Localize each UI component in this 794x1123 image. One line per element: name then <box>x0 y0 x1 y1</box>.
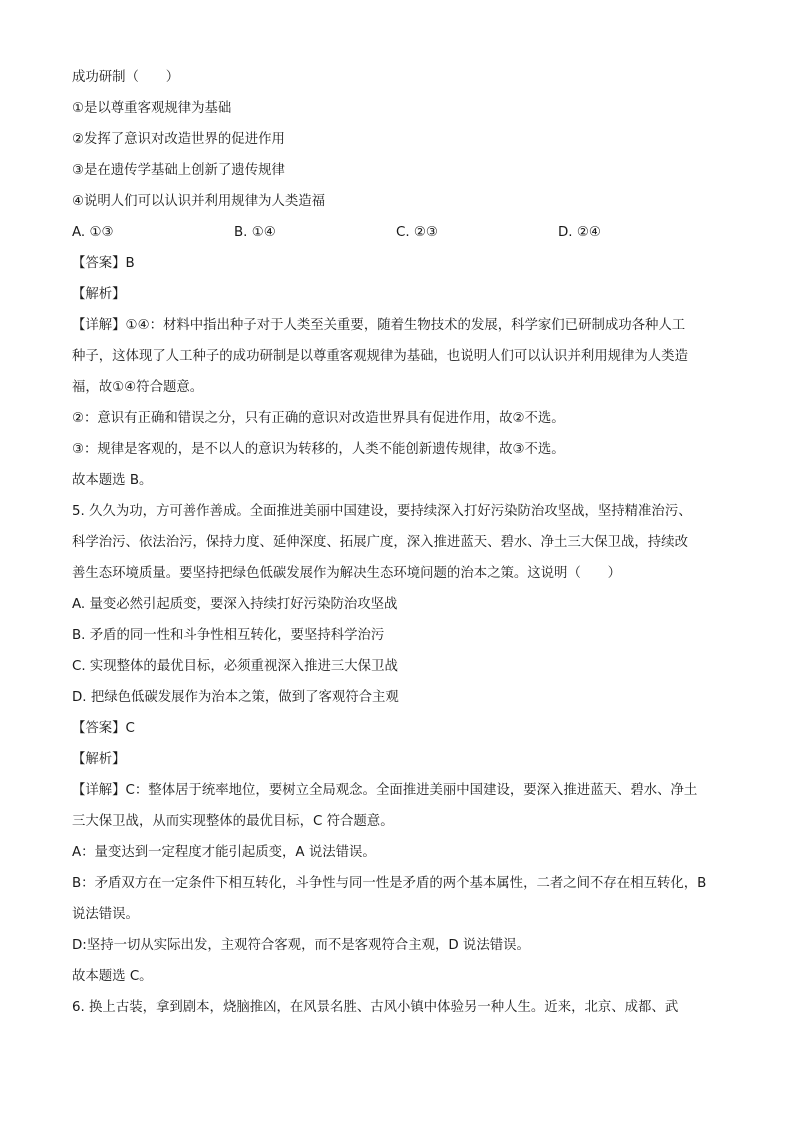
q4-detail-line-5: ③：规律是客观的，是不以人的意识为转移的，人类不能创新遗传规律，故③不选。 <box>72 442 565 457</box>
q4-option-b: B. ①④ <box>234 225 276 240</box>
q4-item-4: ④说明人们可以认识并利用规律为人类造福 <box>72 194 326 209</box>
q5-detail-line-4: B：矛盾双方在一定条件下相互转化，斗争性与同一性是矛盾的两个基本属性，二者之间不存在相互转化，B <box>72 876 707 891</box>
q4-options <box>72 217 737 248</box>
q5-stem-line-2: 科学治污、依法治污，保持力度、延伸深度、拓展广度，深入推进蓝天、碧水、净土三大保卫战，持续改 <box>72 535 688 550</box>
q5-option-d: D. 把绿色低碳发展作为治本之策，做到了客观符合主观 <box>72 690 399 705</box>
q4-detail-line-4: ②：意识有正确和错误之分，只有正确的意识对改造世界具有促进作用，故②不选。 <box>72 411 565 426</box>
q5-stem-line-1: 5. 久久为功，方可善作善成。全面推进美丽中国建设，要持续深入打好污染防治攻坚战，坚持精准治污、 <box>72 504 692 519</box>
q5-detail-line-6: D:坚持一切从实际出发，主观符合客观，而不是客观符合主观，D 说法错误。 <box>72 938 530 953</box>
q4-detail-line-6: 故本题选 B。 <box>72 473 153 488</box>
q5-detail-line-2: 三大保卫战，从而实现整体的最优目标，C 符合题意。 <box>72 814 394 829</box>
q4-answer: 【答案】B <box>72 256 135 271</box>
q4-option-c: C. ②③ <box>396 225 438 240</box>
q4-item-3: ③是在遗传学基础上创新了遗传规律 <box>72 163 285 178</box>
q5-detail-line-1: 【详解】C：整体居于统率地位，要树立全局观念。全面推进美丽中国建设，要深入推进蓝天、碧水、净土 <box>72 783 698 798</box>
q4-option-a: A. ①③ <box>72 225 114 240</box>
q5-analysis-label: 【解析】 <box>72 752 126 767</box>
q5-option-b: B. 矛盾的同一性和斗争性相互转化，要坚持科学治污 <box>72 628 385 643</box>
q4-item-2: ②发挥了意识对改造世界的促进作用 <box>72 132 285 147</box>
q4-item-1: ①是以尊重客观规律为基础 <box>72 101 232 116</box>
q5-detail-line-3: A：量变达到一定程度才能引起质变，A 说法错误。 <box>72 845 376 860</box>
q5-stem-line-3: 善生态环境质量。要坚持把绿色低碳发展作为解决生态环境问题的治本之策。这说明（ ） <box>72 566 622 581</box>
document-page <box>72 62 737 1023</box>
q4-stem-tail: 成功研制（ ） <box>72 70 180 85</box>
q5-option-c: C. 实现整体的最优目标，必须重视深入推进三大保卫战 <box>72 659 398 674</box>
q4-detail-line-3: 福，故①④符合题意。 <box>72 380 204 395</box>
q6-stem-line-1: 6. 换上古装，拿到剧本，烧脑推凶，在风景名胜、古风小镇中体验另一种人生。近来，北京、成都、武 <box>72 1000 679 1015</box>
q4-detail-line-2: 种子，这体现了人工种子的成功研制是以尊重客观规律为基础，也说明人们可以认识并利用规律为人类造 <box>72 349 688 364</box>
q4-option-d: D. ②④ <box>558 225 601 240</box>
q4-analysis-label: 【解析】 <box>72 287 126 302</box>
q5-option-a: A. 量变必然引起质变，要深入持续打好污染防治攻坚战 <box>72 597 398 612</box>
q4-detail-line-1: 【详解】①④：材料中指出种子对于人类至关重要，随着生物技术的发展，科学家们已研制成功各种人工 <box>72 318 686 333</box>
q5-answer: 【答案】C <box>72 721 135 736</box>
q5-detail-line-5: 说法错误。 <box>72 907 139 922</box>
q5-detail-line-7: 故本题选 C。 <box>72 969 153 984</box>
